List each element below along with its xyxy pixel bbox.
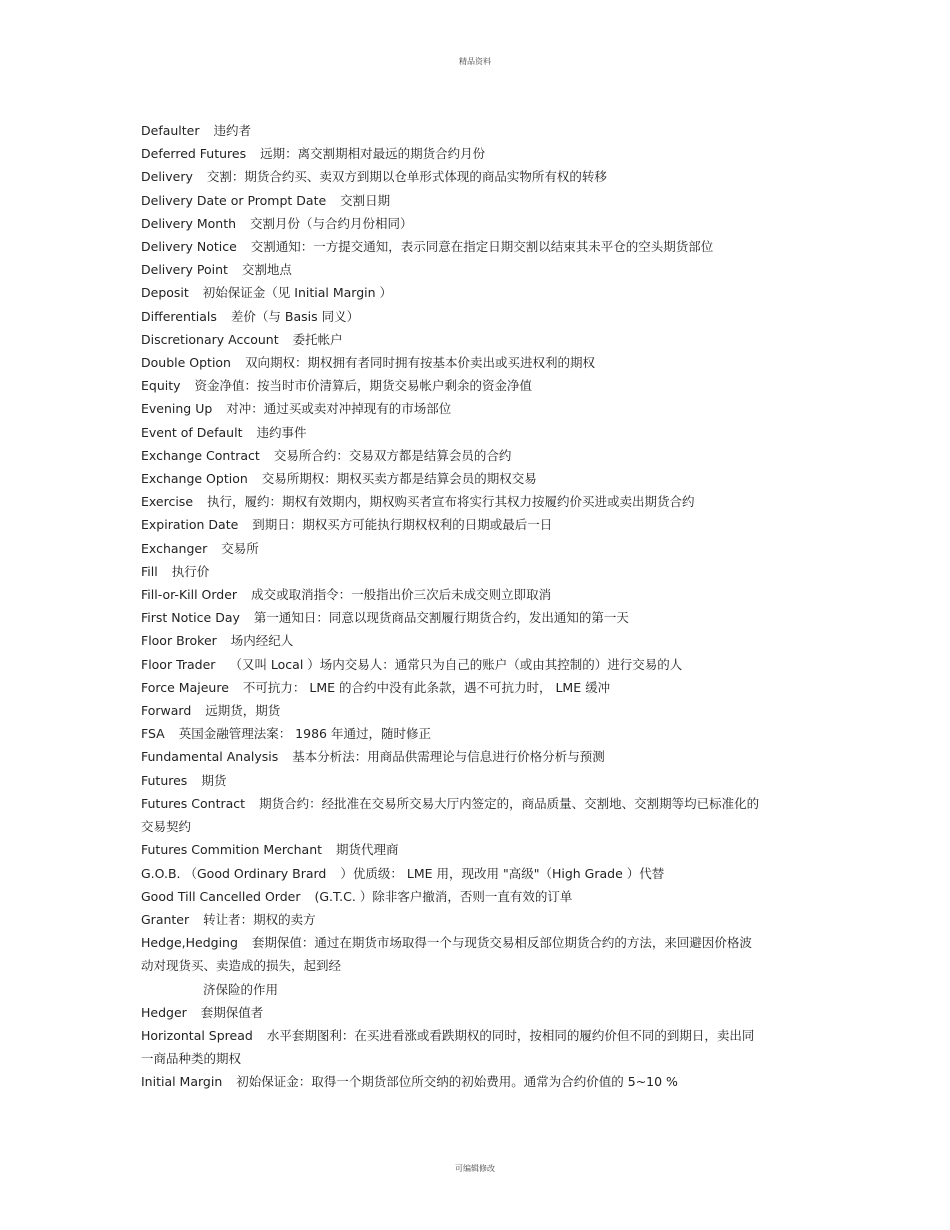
glossary-entry bbox=[141, 142, 761, 165]
entry-term: Initial Margin bbox=[141, 1074, 223, 1090]
entry-term: Good Till Cancelled Order bbox=[141, 888, 301, 904]
glossary-entry bbox=[141, 676, 761, 699]
entry-definition: 交易所期权：期权买卖方都是结算会员的期权交易 bbox=[261, 471, 537, 487]
glossary-entry bbox=[141, 1001, 761, 1024]
entry-definition: 违约事件 bbox=[256, 424, 307, 440]
glossary-entry bbox=[141, 397, 761, 420]
glossary-entry bbox=[141, 885, 761, 908]
entry-term: Exchange Option bbox=[141, 471, 248, 487]
glossary-entry bbox=[141, 351, 761, 374]
glossary-entry bbox=[141, 792, 761, 838]
entry-definition: 交割通知：一方提交通知，表示同意在指定日期交割以结束其未平仓的空头期货部位 bbox=[250, 239, 714, 255]
entry-definition: 成交或取消指令：一般指出价三次后未成交则立即取消 bbox=[251, 587, 552, 603]
glossary-entry bbox=[141, 421, 761, 444]
entry-definition: 远期货，期货 bbox=[205, 703, 281, 719]
entry-definition: ）优质级： LME 用，现改用 "高级"（High Grade ）代替 bbox=[340, 865, 665, 881]
entry-term: FSA bbox=[141, 726, 165, 742]
glossary-entry bbox=[141, 838, 761, 861]
entry-term: Exercise bbox=[141, 494, 194, 510]
entry-term: Floor Trader bbox=[141, 656, 216, 672]
entry-definition: 违约者 bbox=[213, 123, 252, 138]
entry-definition: 交割地点 bbox=[241, 262, 292, 278]
entry-definition: 双向期权：期权拥有者同时拥有按基本价卖出或买进权利的期权 bbox=[244, 355, 595, 371]
entry-definition: 交易所合约：交易双方都是结算会员的合约 bbox=[273, 447, 512, 463]
glossary-entry bbox=[141, 560, 761, 583]
entry-term: Discretionary Account bbox=[141, 331, 279, 347]
entry-term: Delivery Month bbox=[141, 215, 237, 231]
entry-term: Hedger bbox=[141, 1004, 187, 1020]
entry-definition: 不可抗力： LME 的合约中没有此条款，遇不可抗力时， LME 缓冲 bbox=[242, 679, 611, 695]
glossary-entry bbox=[141, 305, 761, 328]
entry-definition: 转让者：期权的卖方 bbox=[203, 911, 316, 927]
glossary-entry bbox=[141, 653, 761, 676]
entry-term: Evening Up bbox=[141, 401, 213, 417]
glossary-entry bbox=[141, 862, 761, 885]
glossary-entry bbox=[141, 328, 761, 351]
entry-term: Deposit bbox=[141, 285, 189, 301]
entry-definition: 执行，履约：期权有效期内，期权购买者宣布将实行其权力按履约价买进或卖出期货合约 bbox=[207, 494, 695, 510]
entry-definition: 执行价 bbox=[171, 563, 210, 579]
glossary-entry bbox=[141, 931, 761, 1001]
entry-term: Fill-or-Kill Order bbox=[141, 587, 238, 603]
glossary-entry bbox=[141, 1070, 761, 1093]
entry-term: Fundamental Analysis bbox=[141, 749, 279, 765]
glossary-entry bbox=[141, 235, 761, 258]
glossary-entry bbox=[141, 1024, 761, 1070]
entry-term: Futures Contract bbox=[141, 795, 246, 811]
entry-term: G.O.B. （Good Ordinary Brard bbox=[141, 865, 327, 881]
entry-definition: 对冲：通过买或卖对冲掉现有的市场部位 bbox=[226, 401, 452, 417]
entry-term: Fill bbox=[141, 563, 158, 579]
entry-definition: （又叫 Local ）场内交易人：通常只为自己的账户（或由其控制的）进行交易的人 bbox=[229, 656, 683, 672]
entry-term: Delivery Point bbox=[141, 262, 228, 278]
glossary-entry bbox=[141, 374, 761, 397]
entry-definition: 远期：离交割期相对最远的期货合约月份 bbox=[260, 146, 486, 162]
entry-term: Floor Broker bbox=[141, 633, 217, 649]
entry-term: Force Majeure bbox=[141, 679, 229, 695]
entry-term: Event of Default bbox=[141, 424, 243, 440]
entry-term: Delivery Date or Prompt Date bbox=[141, 192, 327, 208]
page-header: 精品资料 bbox=[459, 57, 491, 66]
glossary-entry bbox=[141, 212, 761, 235]
glossary-entry bbox=[141, 745, 761, 768]
glossary-entry bbox=[141, 722, 761, 745]
entry-definition: 初始保证金：取得一个期货部位所交纳的初始费用。通常为合约价值的 5~10 % bbox=[236, 1074, 678, 1090]
glossary-entry bbox=[141, 629, 761, 652]
entry-definition: 期货代理商 bbox=[336, 842, 399, 858]
entry-term: Equity bbox=[141, 378, 181, 394]
entry-term: Horizontal Spread bbox=[141, 1027, 253, 1043]
entry-term: Expiration Date bbox=[141, 517, 239, 533]
entry-definition-continued: 济保险的作用 bbox=[203, 981, 279, 997]
glossary-entry bbox=[141, 189, 761, 212]
entry-term: Deferred Futures bbox=[141, 146, 247, 162]
glossary-entry bbox=[141, 165, 761, 188]
entry-term: First Notice Day bbox=[141, 610, 240, 626]
entry-definition: 初始保证金（见 Initial Margin ） bbox=[202, 285, 393, 301]
entry-definition: 水平套期图利：在买进看涨或看跌期权的同时，按相同的履约价但不同的到期日，卖出同一商品种类的期权 bbox=[141, 1027, 755, 1067]
entry-definition: 差价（与 Basis 同义） bbox=[230, 308, 360, 324]
entry-definition: (G.T.C. ）除非客户撤消，否则一直有效的订单 bbox=[314, 888, 573, 904]
entry-term: Futures bbox=[141, 772, 188, 788]
glossary-entry bbox=[141, 258, 761, 281]
entry-definition: 期货 bbox=[201, 772, 227, 788]
entry-term: Exchanger bbox=[141, 540, 208, 556]
entry-definition: 第一通知日：同意以现货商品交割履行期货合约，发出通知的第一天 bbox=[253, 610, 629, 626]
glossary-entry bbox=[141, 908, 761, 931]
glossary-entry bbox=[141, 769, 761, 792]
entry-term: Double Option bbox=[141, 355, 231, 371]
entry-definition: 到期日：期权买方可能执行期权权利的日期或最后一日 bbox=[252, 517, 553, 533]
entry-definition: 交割月份（与合约月份相同） bbox=[250, 215, 413, 231]
glossary-entry bbox=[141, 119, 761, 142]
entry-definition: 期货合约：经批准在交易所交易大厅内签定的，商品质量、交割地、交割期等均已标准化的交易契约 bbox=[141, 795, 760, 835]
entry-term: Hedge,Hedging bbox=[141, 935, 238, 951]
entry-definition: 英国金融管理法案： 1986 年通过，随时修正 bbox=[178, 726, 431, 742]
entry-term: Delivery Notice bbox=[141, 239, 237, 255]
entry-term: Defaulter bbox=[141, 123, 200, 138]
entry-term: Delivery bbox=[141, 169, 193, 185]
entry-definition: 套期保值：通过在期货市场取得一个与现货交易相反部位期货合约的方法，来回避因价格波动对现货买、卖造成的损失，起到经 bbox=[141, 935, 752, 974]
glossary-entry bbox=[141, 606, 761, 629]
glossary-entry bbox=[141, 537, 761, 560]
glossary-entry bbox=[141, 444, 761, 467]
entry-term: Exchange Contract bbox=[141, 447, 260, 463]
glossary-entry bbox=[141, 513, 761, 536]
entry-definition: 基本分析法：用商品供需理论与信息进行价格分析与预测 bbox=[292, 749, 605, 765]
page-footer: 可编辑修改 bbox=[455, 1164, 495, 1173]
entry-definition: 委托帐户 bbox=[292, 331, 343, 347]
glossary-list bbox=[141, 119, 761, 1094]
glossary-entry bbox=[141, 699, 761, 722]
entry-term: Forward bbox=[141, 703, 192, 719]
entry-definition: 交割：期货合约买、卖双方到期以仓单形式体现的商品实物所有权的转移 bbox=[206, 169, 607, 185]
glossary-entry bbox=[141, 467, 761, 490]
entry-definition: 套期保值者 bbox=[200, 1004, 264, 1020]
entry-term: Granter bbox=[141, 911, 190, 927]
entry-definition: 交割日期 bbox=[340, 192, 391, 208]
entry-term: Differentials bbox=[141, 308, 217, 324]
entry-definition: 交易所 bbox=[221, 540, 259, 556]
entry-definition: 资金净值：按当时市价清算后，期货交易帐户剩余的资金净值 bbox=[194, 378, 533, 394]
glossary-entry bbox=[141, 583, 761, 606]
entry-definition: 场内经纪人 bbox=[230, 633, 294, 649]
glossary-entry bbox=[141, 490, 761, 513]
glossary-entry bbox=[141, 281, 761, 304]
entry-term: Futures Commition Merchant bbox=[141, 842, 323, 858]
